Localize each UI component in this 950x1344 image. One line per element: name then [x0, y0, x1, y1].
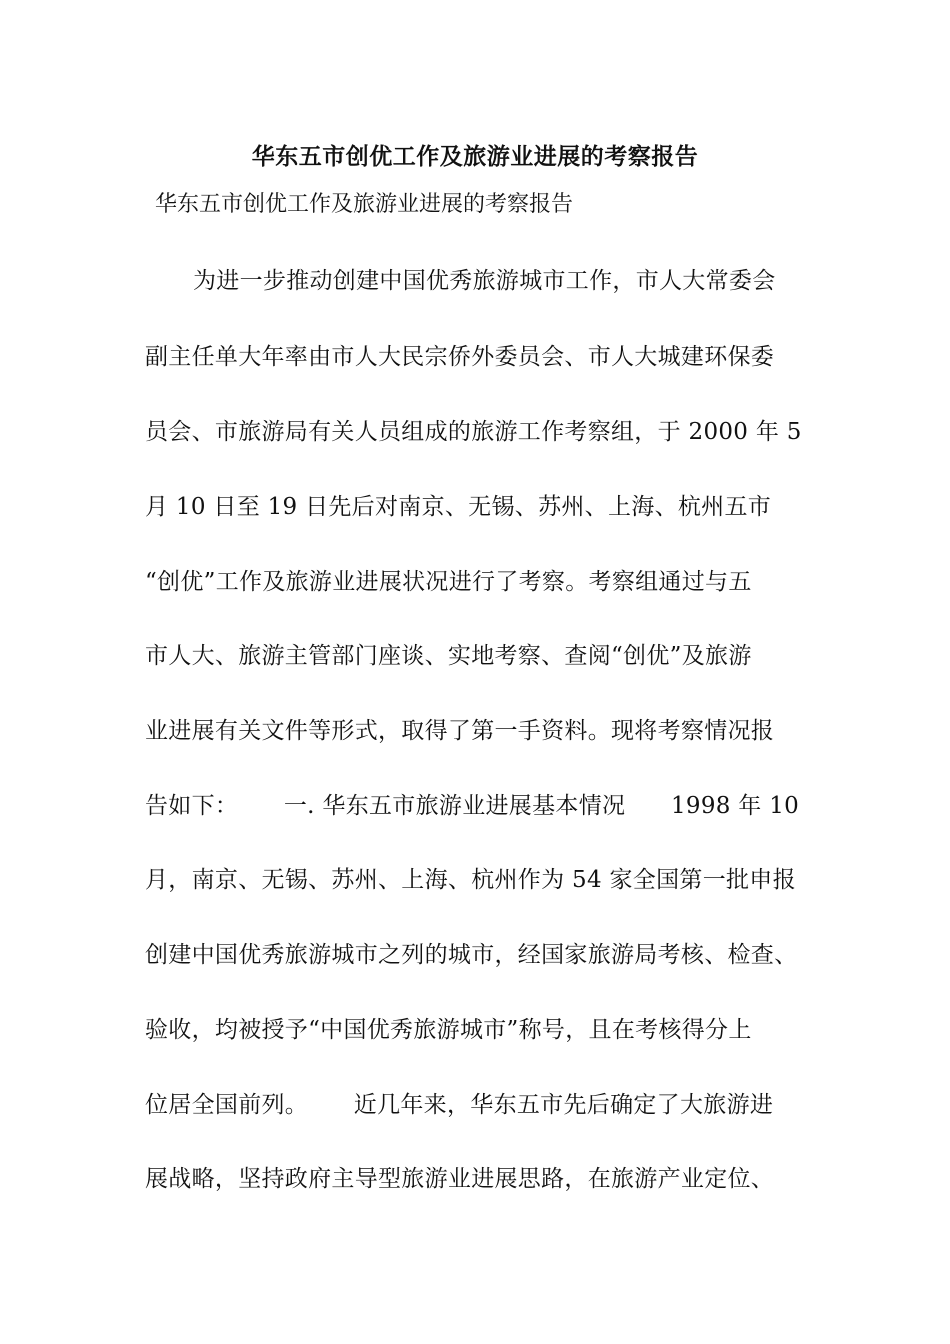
body-line: 位居全国前列。 近几年来，华东五市先后确定了大旅游进 — [145, 1092, 774, 1118]
body-line: 展战略，坚持政府主导型旅游业进展思路，在旅游产业定位、 — [145, 1166, 775, 1192]
body-line: 业进展有关文件等形式，取得了第一手资料。现将考察情况报 — [145, 718, 775, 744]
document-subtitle: 华东五市创优工作及旅游业进展的考察报告 — [155, 192, 574, 217]
body-line: 副主任单大年率由市人大民宗侨外委员会、市人大城建环保委 — [145, 344, 775, 370]
body-line: 月 10 日至 19 日先后对南京、无锡、苏州、上海、杭州五市 — [145, 494, 772, 520]
body-line: 告如下： 一. 华东五市旅游业进展基本情况 1998 年 10 — [145, 793, 800, 819]
body-line: 为进一步推动创建中国优秀旅游城市工作，市人大常委会 — [193, 268, 776, 294]
body-line: 月，南京、无锡、苏州、上海、杭州作为 54 家全国第一批申报 — [145, 867, 796, 893]
body-line: 市人大、旅游主管部门座谈、实地考察、查阅“创优”及旅游 — [145, 643, 752, 669]
document-title: 华东五市创优工作及旅游业进展的考察报告 — [251, 143, 699, 170]
body-line: 创建中国优秀旅游城市之列的城市，经国家旅游局考核、检查、 — [145, 942, 798, 968]
body-line: 员会、市旅游局有关人员组成的旅游工作考察组，于 2000 年 5 — [145, 419, 802, 445]
body-line: “创优”工作及旅游业进展状况进行了考察。考察组通过与五 — [145, 569, 752, 595]
body-line: 验收，均被授予“中国优秀旅游城市”称号，且在考核得分上 — [145, 1017, 752, 1043]
